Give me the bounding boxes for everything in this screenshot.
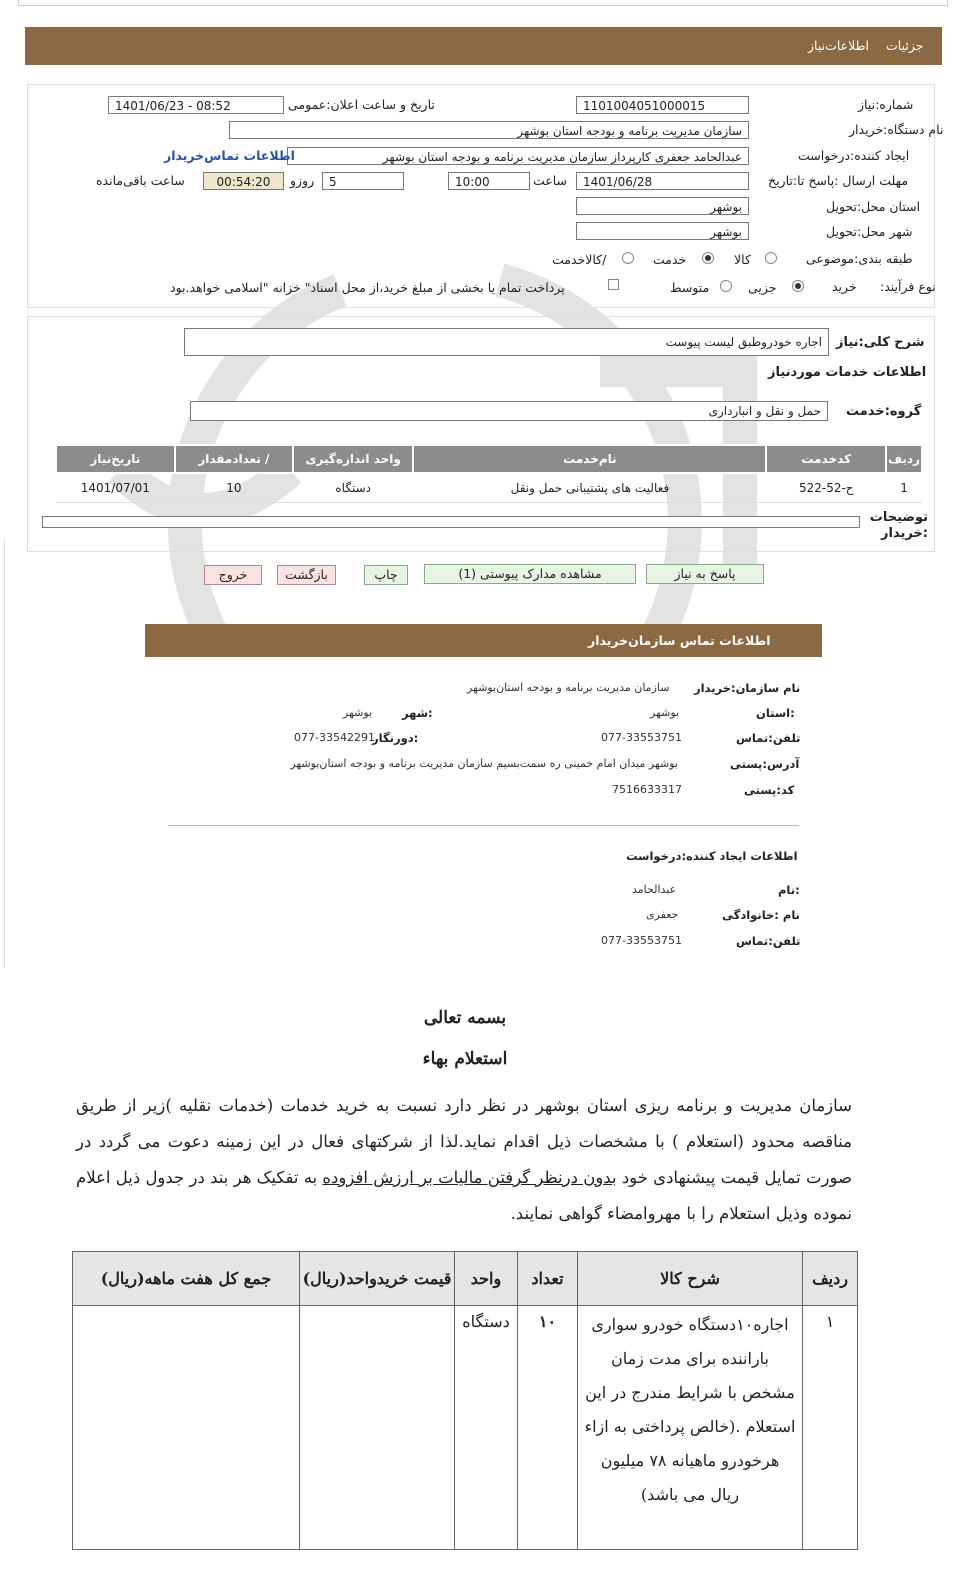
province-field: بوشهر	[576, 197, 749, 215]
category-label: طبقه بندی:موضوعی	[806, 251, 913, 266]
contact-city-label: :شهر	[402, 706, 433, 720]
top-border	[18, 0, 948, 6]
col-name: نام‌خدمت	[413, 445, 766, 473]
col-code: کدخدمت	[766, 445, 886, 473]
contact-address-label: آدرس:پستی	[730, 757, 800, 771]
deadline-time-field: 10:00	[448, 172, 530, 190]
days-label: روزو	[290, 173, 315, 188]
contact-province: بوشهر	[650, 706, 680, 719]
letter-paragraph-part2: به تفکیک هر بند در جدول ذیل اعلام نموده وذیل استعلام را با مهروامضاء گواهی نمایند.	[76, 1168, 852, 1223]
col-date: تاریخ‌نیاز	[56, 445, 175, 473]
letter-table	[72, 1251, 858, 1550]
service-group-field: حمل و نقل و انبارداری	[190, 401, 828, 421]
payment-checkbox[interactable]	[608, 279, 619, 290]
process-buy-label: خرید	[832, 279, 857, 294]
page-left-edge	[4, 540, 5, 968]
tab-details[interactable]: جزئیات	[886, 38, 924, 53]
contact-org: سازمان مدیریت برنامه و بودجه استان‌بوشهر	[467, 681, 670, 694]
general-desc-field: اجاره خودروطبق لیست پیوست	[184, 328, 829, 356]
category-goods-service-radio[interactable]	[622, 252, 634, 264]
need-number-field: 1101004051000015	[576, 96, 749, 114]
doc-col-index: ردیف	[803, 1252, 858, 1306]
services-header: اطلاعات خدمات موردنیاز	[768, 365, 927, 380]
doc-row-desc: اجاره۱۰دستگاه خودرو سواری باراننده برای مدت زمان مشخص با شرایط مندرج در این استعلام .(خالص پرداختی به ازاء هرخودرو ماهیانه ۷۸ میلیون ریال می باشد)	[578, 1306, 803, 1550]
contact-address: بوشهر میدان امام خمینی ره سمت‌بسیم سازمان مدیریت برنامه و بودجه استان‌بوشهر	[290, 757, 678, 770]
header-bar	[25, 27, 942, 65]
process-minor-radio[interactable]	[792, 280, 804, 292]
process-minor-label: جزیی	[748, 280, 777, 295]
row-qty: 10	[175, 473, 293, 503]
exit-button[interactable]: خروج	[204, 565, 262, 585]
creator-field: عبدالحامد جعفری کارپرداز سازمان مدیریت برنامه و بودجه استان بوشهر	[287, 147, 749, 165]
col-unit: واحد اندازه‌گیری	[293, 445, 413, 473]
doc-row-unit: دستگاه	[455, 1306, 518, 1550]
process-medium-label: متوسط	[670, 280, 710, 295]
letter-paragraph	[76, 1088, 852, 1232]
category-goods-radio[interactable]	[765, 252, 777, 264]
payment-note: پرداخت تمام یا بخشی از مبلغ خرید،از محل اسناد" خزانه "اسلامی خواهد.بود	[170, 280, 565, 295]
general-desc-label: شرح کلی:نیاز	[836, 335, 925, 350]
doc-col-qty: تعداد	[518, 1252, 578, 1306]
announce-field: 1401/06/23 - 08:52	[108, 96, 284, 114]
contact-city: بوشهر	[343, 706, 373, 719]
doc-col-unit-price: قیمت خریدواحد(ریال)	[300, 1252, 455, 1306]
doc-row-qty: ۱۰	[518, 1306, 578, 1550]
col-index: ردیف	[886, 445, 922, 473]
letter-title: استعلام بهاء	[422, 1049, 508, 1069]
category-service-radio[interactable]	[702, 252, 714, 264]
doc-col-desc: شرح کالا	[578, 1252, 803, 1306]
city-field: بوشهر	[576, 222, 749, 240]
deadline-date-field: 1401/06/28	[576, 172, 749, 190]
col-qty: / تعدادمقدار	[175, 445, 293, 473]
buyer-notes-field	[42, 516, 860, 528]
process-label: نوع فرآیند:	[880, 279, 936, 294]
days-field: 5	[322, 172, 404, 190]
creator-phone-label: تلفن:تماس	[736, 934, 801, 948]
letter-paragraph-underlined: بدون درنظر گرفتن مالیات بر ارزش افزوده	[322, 1168, 617, 1187]
category-service-label: خدمت	[653, 252, 687, 267]
tab-need-info[interactable]: اطلاعات‌نیاز	[808, 38, 870, 53]
creator-name-label: :نام	[778, 883, 800, 897]
doc-row-total	[73, 1306, 300, 1550]
contact-org-label: نام سازمان:خریدار	[694, 681, 801, 695]
need-number-label: شماره:نیاز	[858, 97, 914, 112]
announce-label: تاریخ و ساعت اعلان:عمومی	[288, 97, 435, 112]
contact-postal: 7516633317	[612, 783, 682, 796]
remaining-time-field: 00:54:20	[203, 172, 284, 190]
contact-header: اطلاعات تماس سازمان‌خریدار	[588, 633, 771, 648]
creator-label: ایجاد کننده:درخواست	[798, 148, 910, 163]
row-unit: دستگاه	[293, 473, 413, 503]
contact-postal-label: کد:پستی	[744, 783, 795, 797]
contact-divider	[168, 825, 799, 826]
buyer-org-field: سازمان مدیریت برنامه و بودجه استان بوشهر	[229, 121, 749, 139]
reply-button[interactable]: پاسخ به نیاز	[646, 564, 764, 584]
category-goods-service-label: /کالاخدمت	[552, 252, 607, 267]
letter-heading: بسمه تعالی	[423, 1008, 507, 1028]
table-row	[56, 473, 922, 503]
creator-family-label: نام :خانوادگی	[722, 908, 800, 922]
row-code: ح-52-522	[766, 473, 886, 503]
doc-col-total: جمع کل هفت ماهه(ریال)	[73, 1252, 300, 1306]
creator-name: عبدالحامد	[632, 883, 677, 896]
contact-province-label: :استان	[756, 706, 795, 720]
deadline-time-label: ساعت	[533, 173, 568, 188]
category-goods-label: کالا	[734, 252, 751, 267]
row-name: فعالیت های پشتیبانی حمل ونقل	[413, 473, 766, 503]
services-table	[55, 444, 923, 503]
contact-fax: 077-33542291	[294, 731, 375, 744]
doc-col-unit: واحد	[455, 1252, 518, 1306]
process-medium-radio[interactable]	[720, 280, 732, 292]
buyer-notes-label: توضیحات :خریدار	[869, 510, 928, 541]
doc-table-row	[73, 1306, 858, 1550]
buyer-contact-link[interactable]: اطلاعات تماس‌خریدار	[164, 148, 295, 163]
doc-row-unit-price	[300, 1306, 455, 1550]
contact-phone-label: تلفن:تماس	[736, 731, 801, 745]
doc-row-index: ۱	[803, 1306, 858, 1550]
remaining-label: ساعت باقی‌مانده	[96, 173, 185, 188]
creator-family: جعفری	[646, 908, 679, 921]
creator-phone: 077-33553751	[601, 934, 682, 947]
back-button[interactable]: بازگشت	[277, 565, 336, 585]
contact-fax-label: :دورنگار	[372, 731, 419, 745]
service-group-label: گروه:خدمت	[846, 404, 922, 419]
letter-paragraph-part1: سازمان مدیریت و برنامه ریزی استان بوشهر در نظر دارد نسبت به خرید خدمات (خدمات نقلیه )زیر از طریق مناقصه محدود (استعلام ) با مشخصات ذیل اقدام نماید.لذا از شرکتهای فعال در این زمینه دعوت می گردد در صورت تمایل قیمت پیشنهادی خود	[76, 1096, 852, 1187]
attachments-button[interactable]: مشاهده مدارک پیوستی (1)	[424, 564, 636, 584]
contact-phone: 077-33553751	[601, 731, 682, 744]
buyer-org-label: نام دستگاه:خریدار	[849, 122, 944, 137]
row-date: 1401/07/01	[56, 473, 175, 503]
deadline-label: مهلت ارسال :پاسخ تا:تاریخ	[768, 173, 909, 188]
print-button[interactable]: چاپ	[364, 565, 408, 585]
city-label: شهر محل:تحویل	[826, 224, 913, 239]
row-index: 1	[886, 473, 922, 503]
province-label: استان محل:تحویل	[826, 199, 921, 214]
creator-info-header: اطلاعات ایجاد کننده:درخواست	[626, 849, 798, 863]
